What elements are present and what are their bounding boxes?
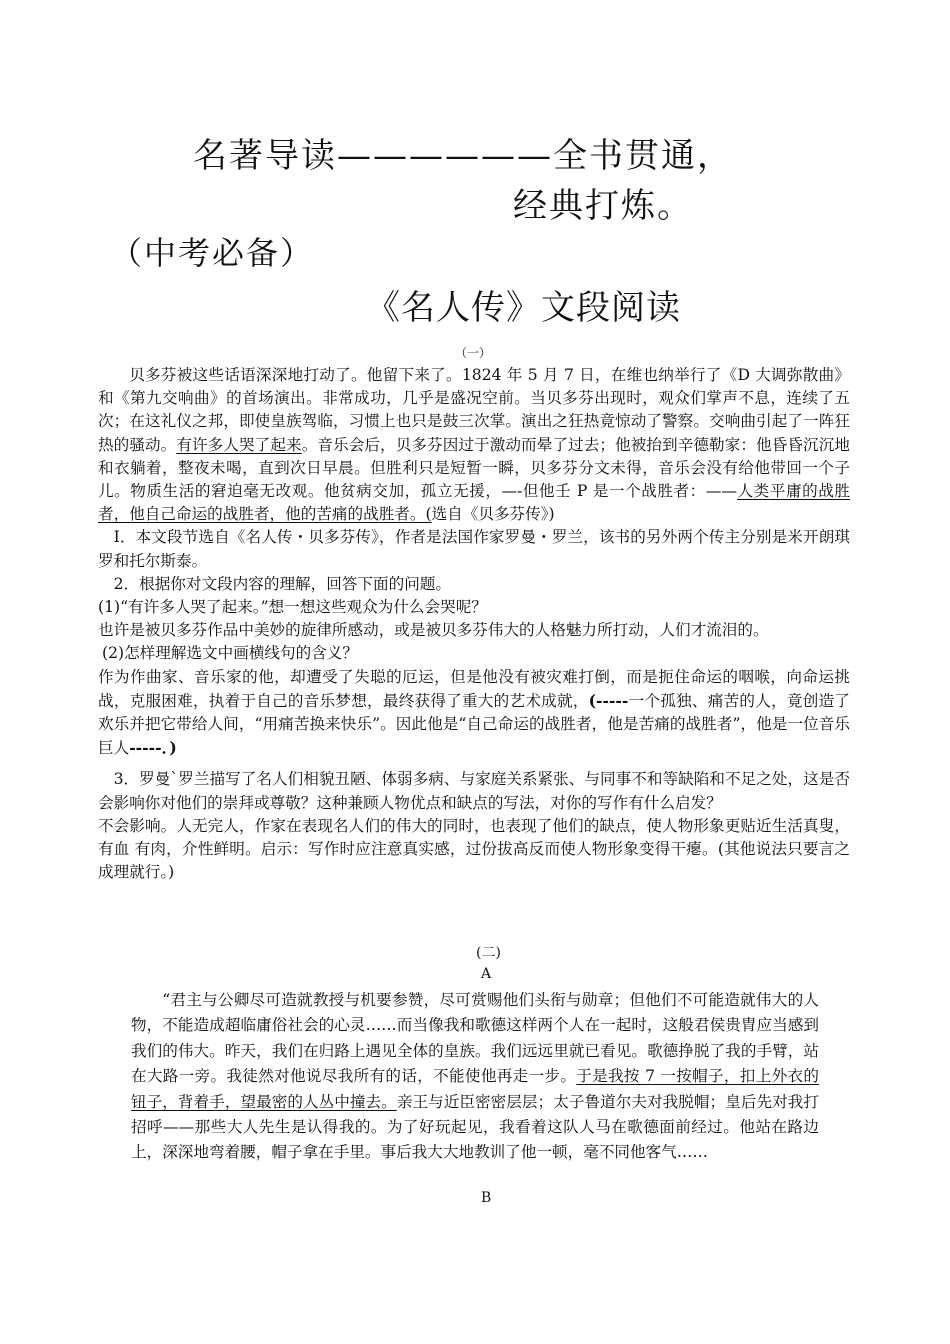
passage-text: 亲王与近臣密密层层；太子鲁道尔夫对我脱帽；皇后先对我打招呼——那些大人先生是认得我的。为了好玩起见，我看着这队人马在歌德面前经过。他站在路边上，深深地弯着腰，帽子拿在手里。事后我大大地教训了他一顿，毫不同他客气…… xyxy=(131,1092,819,1162)
passage-source: 选自《贝多芬传》) xyxy=(431,505,555,524)
answer-3: 不会影响。人无完人，作家在表现名人们的伟大的同时，也表现了他们的缺点，使人物形象更贴近生活真叟，有血 有肉，介性鲜明。启示：写作时应注意真实感，过份拔高反而使人物形象变得干瘪。(其他说法只要言之成理就行。) xyxy=(98,816,850,882)
answer-2-2 xyxy=(98,666,850,761)
header-line-1: 名著导读——————全书贯通， xyxy=(193,136,733,176)
question-1: I．本文段节选自《名人传・贝多芬传》，作者是法国作家罗曼・罗兰，该书的另外两个传主分别是米开朗琪罗和托尔斯泰。 xyxy=(98,528,850,570)
section-2-label-a: A xyxy=(481,966,492,982)
answer-mark: -----．) xyxy=(129,738,177,758)
section-1-passage xyxy=(98,364,850,526)
page-title: 《名人传》文段阅读 xyxy=(366,288,681,328)
question-2-1: (1)“有许多人哭了起来。”想一想这些观众为什么会哭呢？ xyxy=(98,598,487,617)
section-2-passage xyxy=(131,988,819,1166)
section-2-label-b: B xyxy=(481,1190,492,1206)
underlined-sentence-2: 人类平庸的战胜者，他自己命运的战胜者，他的苦痛的战胜者。( xyxy=(98,482,850,524)
underlined-sentence: 于是我按 7 一按帽子，扣上外衣的钮子，背着手，望最密的人丛中撞去。 xyxy=(131,1067,819,1111)
section-1-body xyxy=(98,364,850,884)
question-2-2: (2)怎样理解选文中画横线句的含义？ xyxy=(102,644,358,663)
section-1-marker: （一） xyxy=(455,346,492,360)
answer-text: 作为作曲家、音乐家的他，却遭受了失聪的厄运，但是他没有被灾难打倒，而是扼住命运的咽喉，向命运挑战，克服困难，执着于自己的音乐梦想，最终获得了重大的艺术成就， xyxy=(98,667,850,710)
header-line-2: 经典打炼。 xyxy=(513,186,693,226)
section-2-body xyxy=(131,988,819,1166)
answer-2-1: 也许是被贝多芬作品中美妙的旋律所感动，或是被贝多芬伟大的人格魅力所打动，人们才流泪的。 xyxy=(98,621,769,640)
answer-mark: (----- xyxy=(588,690,629,710)
passage-text: 。音乐会后，贝多芬因过于激动而晕了过去；他被抬到辛德勒家：他昏昏沉沉地和衣躺着，整夜未喝，直到次日早晨。但胜利只是短暂一瞬，贝多芬分文未得，音乐会没有给他带回一个子儿。物质生活的窘迫毫无改观。他贫病交加，孤立无援，—-但他壬 P 是一个战胜者：—— xyxy=(98,435,850,501)
header-subtitle: （中考必备） xyxy=(110,234,315,272)
question-2: 2．根据你对文段内容的理解，回答下面的问题。 xyxy=(113,574,451,593)
underlined-sentence-1: 有许多人哭了起来 xyxy=(176,435,302,454)
section-2-marker: (二) xyxy=(476,945,501,961)
question-3: 3．罗曼`罗兰描写了名人们相貌丑陋、体弱多病、与家庭关系紧张、与同事不和等缺陷和不足之处，这是否会影响你对他们的崇拜或尊敬？这种兼顾人物优点和缺点的写法，对你的写作有什么启发？ xyxy=(98,770,850,812)
passage-text: 贝多芬被这些话语深深地打动了。他留下来了。1824 年 5 月 7 日，在维也纳举行了《D 大调弥散曲》和《第九交响曲》的首场演出。非常成功，几乎是盛况空前。当贝多芬出现时，观众们掌声不息，连续了五次；在这礼仪之邦，即使皇族驾临，习惯上也只是鼓三次掌。演出之狂热竟惊动了警察。交响曲引起了一阵狂热的骚动。 xyxy=(98,366,850,454)
answer-text: 一个孤独、痛苦的人，竟创造了欢乐并把它带给人间，“用痛苦换来快乐”。因此他是“自己命运的战胜者，他是苦痛的战胜者”，他是一位音乐巨人 xyxy=(98,691,850,758)
passage-text: “君主与公卿尽可造就教授与机要参赞，尽可赏赐他们头衔与勋章；但他们不可能造就伟大的人物，不能造成超临庸俗社会的心灵……而当像我和歌德这样两个人在一起时，这般君侯贵胄应当感到我们的伟大。昨天，我们在归路上遇见全体的皇族。我们远远里就已看见。歌德挣脱了我的手臂，站在大路一旁。我徒然对他说尽我所有的话，不能使他再走一步。 xyxy=(131,991,819,1086)
